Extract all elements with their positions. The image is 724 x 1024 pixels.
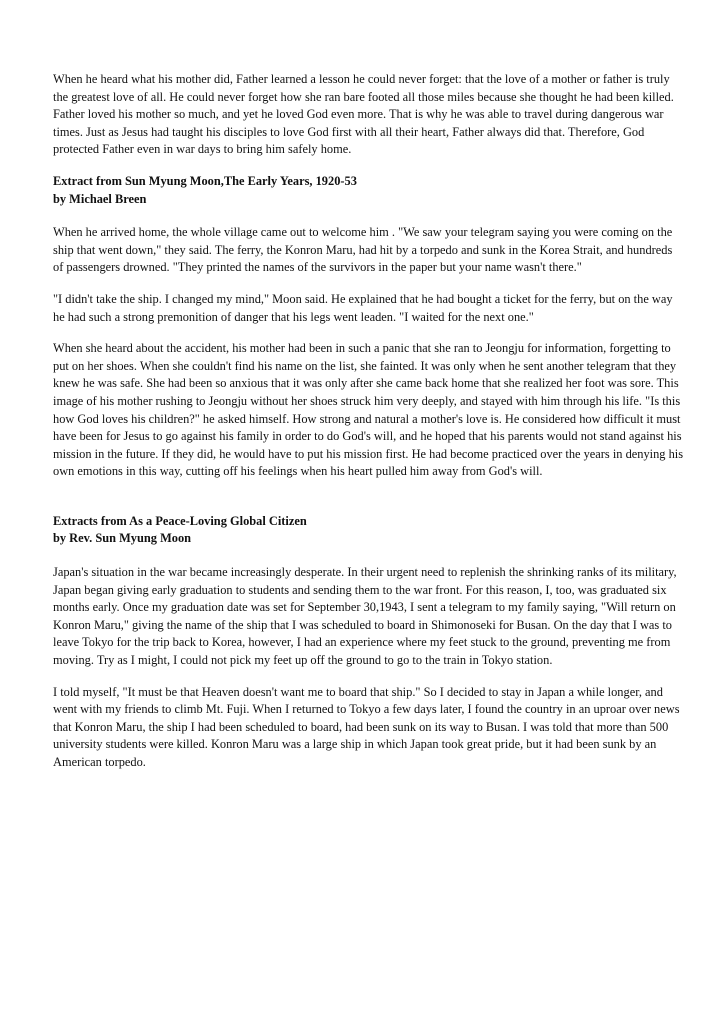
body-paragraph: "I didn't take the ship. I changed my mind," Moon said. He explained that he had bought a ticket for the ferry, but on the way he had such a strong premonition of danger that his legs went leaden. "I waited for the next one." bbox=[53, 291, 673, 324]
document-page bbox=[53, 71, 685, 786]
section-heading-early-years bbox=[53, 173, 685, 208]
section-title: Extracts from As a Peace-Loving Global Citizen bbox=[53, 513, 307, 528]
body-paragraph: Japan's situation in the war became increasingly desperate. In their urgent need to replenish the shrinking ranks of its military, Japan began giving early graduation to students and sending them to the war front. For this reason, I, too, was graduated six months early. Once my graduation date was set for September 30,1943, I sent a telegram to my family saying, "Will return on Konron Maru," giving the name of the ship that I was scheduled to board in Shimonoseki for Busan. On the day that I was to leave Tokyo for the trip back to Korea, however, I had an experience where my feet stuck to the ground, preventing me from moving. Try as I might, I could not pick my feet up off the ground to go to the train in Tokyo station. bbox=[53, 565, 677, 668]
section-heading-peace-loving bbox=[53, 513, 685, 548]
body-paragraph: When he arrived home, the whole village came out to welcome him . "We saw your telegram saying you were coming on the ship that went down," they said. The ferry, the Konron Maru, had hit by a torpedo and sunk in the Korea Strait, and hundreds of passengers drowned. "They printed the names of the survivors in the paper but your name wasn't there." bbox=[53, 225, 673, 275]
intro-paragraph: When he heard what his mother did, Father learned a lesson he could never forget: that the love of a mother or father is truly the greatest love of all. He could never forget how she ran bare footed all those miles because she thought he had been killed. Father loved his mother so much, and yet he loved God even more. That is why he was able to travel during dangerous war times. Just as Jesus had taught his disciples to love God first with all their heart, Father always did that. Therefore, God protected Father even in war days to bring him safely home. bbox=[53, 72, 674, 157]
body-paragraph: When she heard about the accident, his mother had been in such a panic that she ran to Jeongju for information, forgetting to put on her shoes. When she couldn't find his name on the list, she fainted. It was only when he sent another telegram that they knew he was safe. She had been so anxious that it was only after she came back home that she realized her foot was sore. This image of his mother rushing to Jeongju without her shoes struck him very deeply, and stayed with him through his life. "Is this how God loves his children?" he asked himself. How strong and natural a mother's love is. He considered how difficult it must have been for Jesus to go against his family in order to do God's will, and he hoped that his parents would not stand against his mission in the future. If they did, he would have to put his mission first. He had become practiced over the years in denying his own emotions in this way, cutting off his feelings when his heart pulled him away from God's will. bbox=[53, 341, 684, 479]
section-spacer bbox=[53, 495, 685, 513]
section-title: Extract from Sun Myung Moon,The Early Years, 1920-53 bbox=[53, 173, 357, 188]
body-paragraph: I told myself, "It must be that Heaven doesn't want me to board that ship." So I decided to stay in Japan a while longer, and went with my friends to climb Mt. Fuji. When I returned to Tokyo a few days later, I found the country in an uproar over news that Konron Maru, the ship I had been scheduled to board, had been sunk on its way to Busan. I was told that more than 500 university students were killed. Konron Maru was a large ship in which Japan took great pride, but it had been sunk by an American torpedo. bbox=[53, 684, 680, 769]
section-author: by Michael Breen bbox=[53, 191, 147, 206]
section-author: by Rev. Sun Myung Moon bbox=[53, 531, 192, 546]
